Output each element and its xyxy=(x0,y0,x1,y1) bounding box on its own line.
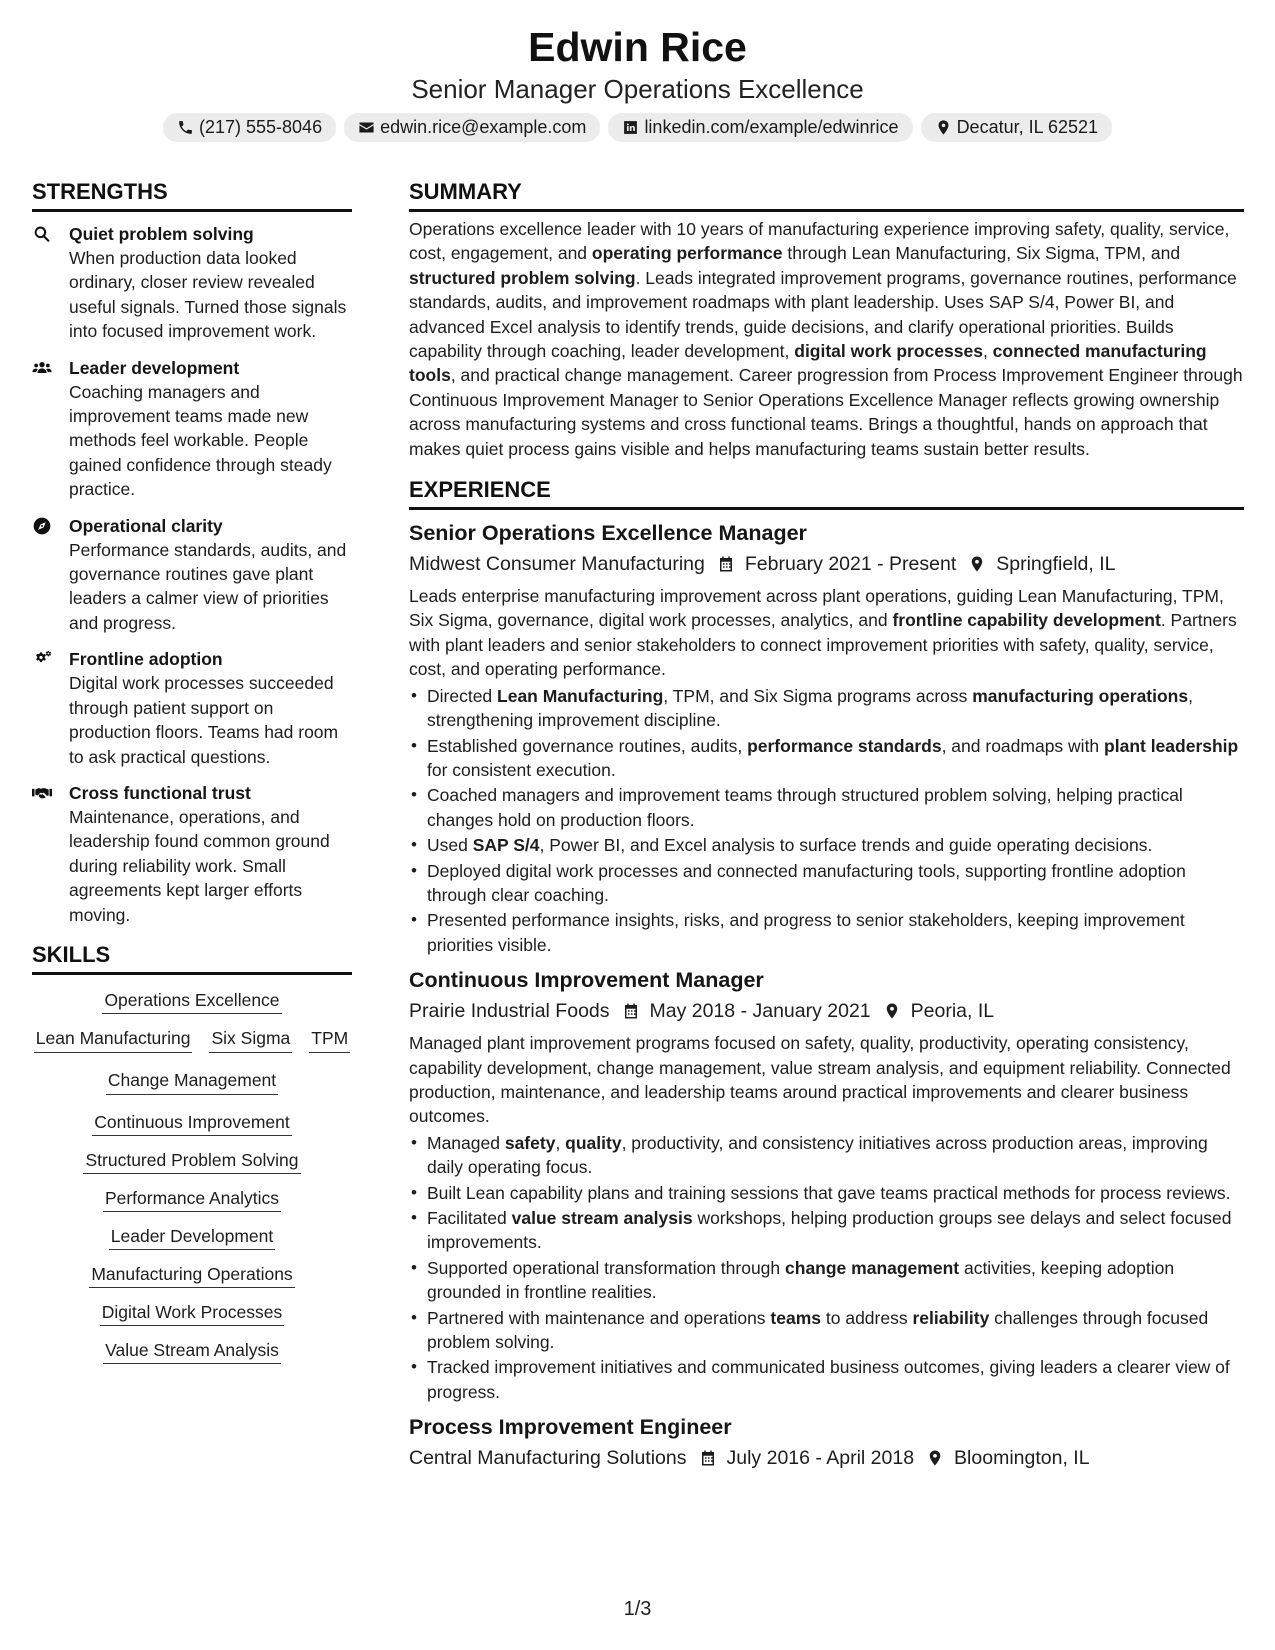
job-bullet: • Coached managers and improvement teams through structured problem solving, helping practical changes hold on production floors. xyxy=(409,783,1244,832)
map-pin-icon xyxy=(883,1002,901,1020)
job-title: Senior Operations Excellence Manager xyxy=(409,521,807,546)
bold-text: connected manufacturing tools xyxy=(409,341,1207,386)
job-bullets xyxy=(409,1131,1244,1404)
bold-text: structured problem solving xyxy=(409,267,636,288)
contact-location-text: Decatur, IL 62521 xyxy=(956,117,1098,137)
bold-text: reliability xyxy=(912,1307,990,1328)
skill-tag: Lean Manufacturing xyxy=(34,1027,193,1053)
strengths-heading: STRENGTHS xyxy=(32,176,352,212)
contact-linkedin[interactable] xyxy=(608,113,912,142)
resume-header xyxy=(0,22,1275,142)
strength-desc: Performance standards, audits, and governance routines gave plant leaders a calmer view of priorities and progress. xyxy=(69,539,347,633)
bold-text: manufacturing operations xyxy=(972,685,1189,706)
strength-item xyxy=(32,222,352,344)
skill-tag: Manufacturing Operations xyxy=(32,1263,352,1285)
strength-title: Frontline adoption xyxy=(69,649,223,670)
job-dates: February 2021 - Present xyxy=(744,553,957,576)
bold-text: plant leadership xyxy=(1104,735,1239,756)
calendar-icon xyxy=(717,555,735,573)
skill-tag: Value Stream Analysis xyxy=(32,1339,352,1361)
calendar-icon xyxy=(622,1002,640,1020)
job-company: Midwest Consumer Manufacturing xyxy=(409,553,705,576)
skill-tag: Performance Analytics xyxy=(32,1187,352,1209)
candidate-name: Edwin Rice xyxy=(528,24,747,70)
candidate-headline: Senior Manager Operations Excellence xyxy=(411,74,864,104)
strength-item xyxy=(32,356,352,502)
job-entry xyxy=(409,518,1244,957)
job-bullet: • Used SAP S/4, Power BI, and Excel analysis to surface trends and guide operating decisions. xyxy=(409,833,1244,857)
bold-text: change management xyxy=(785,1257,960,1278)
map-pin-icon xyxy=(926,1449,944,1467)
job-meta xyxy=(409,1443,1244,1473)
job-bullet: • Directed Lean Manufacturing, TPM, and Six Sigma programs across manufacturing operations, strengthening improvement discipline. xyxy=(409,684,1244,733)
job-bullet: • Supported operational transformation through change management activities, keeping adoption grounded in frontline realities. xyxy=(409,1256,1244,1305)
skills-section xyxy=(32,939,352,1361)
gears-icon xyxy=(32,649,52,669)
bold-text: safety xyxy=(504,1132,556,1153)
skill-tag: Structured Problem Solving xyxy=(32,1149,352,1171)
job-entry xyxy=(409,965,1244,1404)
strengths-list xyxy=(32,222,352,927)
bold-text: SAP S/4 xyxy=(472,835,540,856)
skills-heading: SKILLS xyxy=(32,939,352,975)
skill-tag: Digital Work Processes xyxy=(32,1301,352,1323)
bold-text: teams xyxy=(770,1307,822,1328)
contact-phone[interactable] xyxy=(163,113,336,142)
job-bullet: • Facilitated value stream analysis workshops, helping production groups see delays and select focused improvements. xyxy=(409,1206,1244,1255)
bold-text: quality xyxy=(565,1132,622,1153)
map-pin-icon xyxy=(968,555,986,573)
job-title: Continuous Improvement Manager xyxy=(409,968,764,993)
right-column xyxy=(409,176,1244,1473)
users-icon xyxy=(32,358,52,378)
job-description: Leads enterprise manufacturing improvement across plant operations, guiding Lean Manufacturing, TPM, Six Sigma, governance, digital work processes, analytics, and frontline capability development. Partners with plant leaders and senior stakeholders to connect improvement priorities with safety, quality, service, cost, and operating performance. xyxy=(409,586,1237,680)
contact-location xyxy=(921,113,1112,142)
compass-icon xyxy=(32,516,52,536)
experience-list xyxy=(409,518,1244,1473)
experience-heading: EXPERIENCE xyxy=(409,474,1244,510)
strength-title: Cross functional trust xyxy=(69,782,251,803)
skill-tag: Leader Development xyxy=(32,1225,352,1247)
job-bullets xyxy=(409,684,1244,957)
strength-item xyxy=(32,781,352,927)
job-company: Prairie Industrial Foods xyxy=(409,1000,610,1023)
handshake-icon xyxy=(32,783,52,803)
strength-item xyxy=(32,647,352,769)
strength-title: Operational clarity xyxy=(69,515,223,536)
strength-desc: Digital work processes succeeded through patient support on production floors. Teams had room to ask practical questions. xyxy=(69,673,339,767)
skill-tag: Operations Excellence xyxy=(32,989,352,1011)
skill-tag: Six Sigma xyxy=(209,1027,292,1053)
bold-text: frontline capability development xyxy=(892,610,1161,631)
job-location: Springfield, IL xyxy=(996,553,1116,576)
job-meta xyxy=(409,549,1244,579)
job-location: Peoria, IL xyxy=(910,1000,995,1023)
phone-icon xyxy=(177,119,194,136)
job-location: Bloomington, IL xyxy=(954,1447,1090,1470)
envelope-icon xyxy=(358,119,375,136)
job-bullet: • Tracked improvement initiatives and communicated business outcomes, giving leaders a clearer view of progress. xyxy=(409,1355,1244,1404)
job-bullet: • Deployed digital work processes and connected manufacturing tools, supporting frontline adoption through clear coaching. xyxy=(409,859,1244,908)
summary-heading: SUMMARY xyxy=(409,176,1244,212)
skill-tag: TPM xyxy=(309,1027,350,1053)
page-number: 1/3 xyxy=(623,1598,652,1620)
job-dates: May 2018 - January 2021 xyxy=(649,1000,871,1023)
job-company: Central Manufacturing Solutions xyxy=(409,1447,687,1470)
strength-desc: Maintenance, operations, and leadership found common ground during reliability work. Small agreements kept larger efforts moving. xyxy=(69,806,330,925)
left-column xyxy=(32,176,352,1361)
skill-tag: Change Management xyxy=(106,1069,278,1095)
bold-text: digital work processes xyxy=(794,341,983,362)
contact-email[interactable] xyxy=(344,113,600,142)
job-bullet: • Presented performance insights, risks, and progress to senior stakeholders, keeping improvement priorities visible. xyxy=(409,908,1244,957)
contact-bar xyxy=(0,113,1275,142)
bold-text: performance standards xyxy=(747,735,942,756)
bold-text: operating performance xyxy=(591,243,783,264)
job-meta xyxy=(409,996,1244,1026)
job-bullet: • Built Lean capability plans and training sessions that gave teams practical methods for process reviews. xyxy=(409,1181,1244,1205)
job-bullet: • Partnered with maintenance and operations teams to address reliability challenges through focused problem solving. xyxy=(409,1306,1244,1355)
job-bullet: • Established governance routines, audits, performance standards, and roadmaps with plant leadership for consistent execution. xyxy=(409,734,1244,783)
strength-item xyxy=(32,514,352,636)
job-title: Process Improvement Engineer xyxy=(409,1415,732,1440)
map-pin-icon xyxy=(935,119,952,136)
skill-tag: Continuous Improvement xyxy=(32,1111,352,1133)
summary-text: Operations excellence leader with 10 years of manufacturing experience improving safety, quality, service, cost, engagement, and operating performance through Lean Manufacturing, Six Sigma, TPM, and structured problem solving. Leads integrated improvement programs, governance routines, performance standards, audits, and improvement roadmaps with plant leadership. Uses SAP S/4, Power BI, and advanced Excel analysis to identify trends, guide decisions, and clarify operational priorities. Builds capability through coaching, leader development, digital work processes, connected manufacturing tools, and practical change management. Career progression from Process Improvement Engineer through Continuous Improvement Manager to Senior Operations Excellence Manager reflects growing ownership across manufacturing systems and cross functional teams. Brings a thoughtful, hands on approach that makes quiet process gains visible and helps manufacturing teams sustain better results. xyxy=(409,219,1243,459)
calendar-icon xyxy=(699,1449,717,1467)
linkedin-icon xyxy=(622,119,639,136)
contact-phone-text: (217) 555-8046 xyxy=(198,117,323,137)
contact-linkedin-text: linkedin.com/example/edwinrice xyxy=(644,117,899,137)
strength-desc: When production data looked ordinary, closer review revealed useful signals. Turned those signals into focused improvement work. xyxy=(69,248,347,342)
job-dates: July 2016 - April 2018 xyxy=(726,1447,915,1470)
job-entry xyxy=(409,1412,1244,1473)
contact-email-text: edwin.rice@example.com xyxy=(380,117,587,137)
job-description: Managed plant improvement programs focused on safety, quality, productivity, operating consistency, capability development, change management, value stream analysis, and equipment reliability. Connected production, maintenance, and leadership teams around practical improvements and clearer business outcomes. xyxy=(409,1033,1231,1127)
job-bullet: • Managed safety, quality, productivity, and consistency initiatives across production areas, improving daily operating focus. xyxy=(409,1131,1244,1180)
strength-title: Quiet problem solving xyxy=(69,224,254,244)
skills-list xyxy=(32,989,352,1361)
bold-text: value stream analysis xyxy=(511,1208,693,1228)
bold-text: Lean Manufacturing xyxy=(497,685,664,706)
magnifier-icon xyxy=(32,224,52,244)
strength-desc: Coaching managers and improvement teams made new methods feel workable. People gained confidence through steady practice. xyxy=(69,381,332,500)
strength-title: Leader development xyxy=(69,357,240,378)
